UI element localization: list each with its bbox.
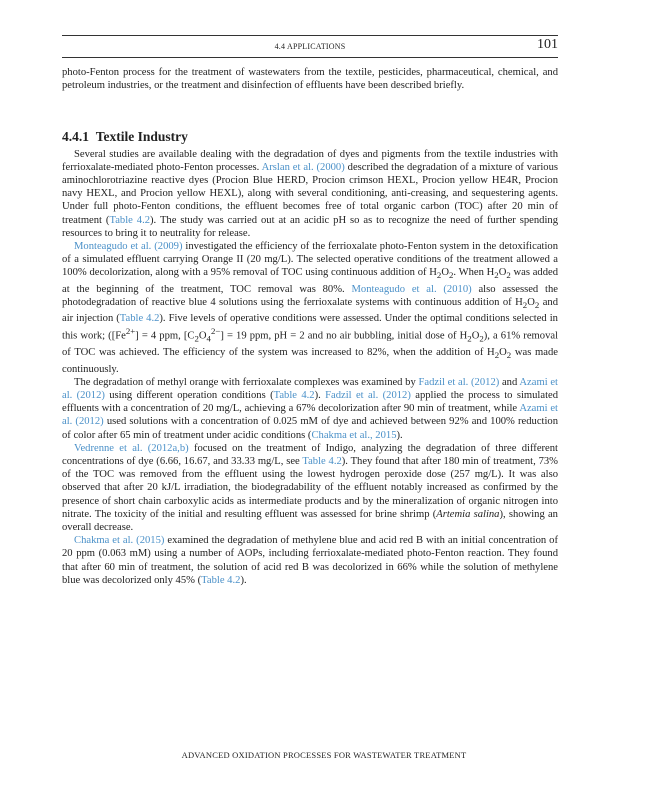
paragraph-2: Monteagudo et al. (2009) investigated the efficiency of the ferrioxalate photo-Fenton system in the detoxification of a simulated effluent carrying Orange II (20 mg/L). The selected operative conditions of the treatment allowed a 100% decolorization, along with a 95% removal of TOC using continuous addition of $H_2O_2$. When $H_2O_2$ was added at the beginning of the treatment, TOC removal was 80%. Monteagudo et al. (2010) also assessed the photodegradation of reactive blue 4 solutions using the ferrioxalate systems with continuous addition of $H_2O_2$ and air injection (Table 4.2). Five levels of operative conditions were assessed. Under the optimal conditions selected in this work; ($[Fe^{2+}] = 4$ ppm, $[C_2O_4^{2-}] = 19$ ppm, pH = 2 and no air bubbling, initial dose of $H_2O_2$), a 61% removal of TOC was achieved. The efficiency of the system was increased to 82%, when the addition of $H_2O_2$ was made continuously. bbox=[62, 241, 559, 375]
citation-link[interactable]: Azami et al. (2012) bbox=[62, 403, 558, 428]
paragraph-3: The degradation of methyl orange with ferrioxalate complexes was examined by Fadzil et al. (2012) and Azami et al. (2012) using different operation conditions (Table 4.2). Fadzil et al. (2012) applied the process to simulated effluents with a concentration of 20 mg/L, achieving a 67% decolorization after 90 min of treatment, while Azami et al. (2012) used solutions with a concentration of 0.025 mM of dye and achieved between 92% and 100% reduction of color after 65 min of treatment under acidic conditions (Chakma et al., 2015). bbox=[62, 376, 559, 441]
table-link[interactable]: Table 4.2 bbox=[273, 390, 315, 402]
section-title: Textile Industry bbox=[95, 129, 188, 145]
paragraph-5: Chakma et al. (2015) examined the degradation of methylene blue and acid red B with an initial concentration of 20 ppm (0.063 mM) using a number of AOPs, including ferrioxalate-mediated photo-Fenton reaction. They found that after 60 min of treatment, the solution of acid red B was decolorized in 66% while the solution of methylene blue was decolorized only 45% (Table 4.2). bbox=[62, 535, 558, 586]
header-rule bbox=[62, 57, 558, 58]
page-number: 101 bbox=[537, 37, 558, 52]
citation-link[interactable]: Chakma et al., 2015 bbox=[311, 429, 397, 441]
citation-link[interactable]: Fadzil et al. (2012) bbox=[325, 390, 411, 402]
citation-link[interactable]: Monteagudo et al. (2010) bbox=[351, 283, 472, 295]
citation-link[interactable]: Chakma et al. (2015) bbox=[74, 535, 165, 547]
page-header bbox=[62, 36, 558, 56]
intro-paragraph: photo-Fenton process for the treatment of wastewaters from the textile, pesticides, pharmaceutical, chemical, and petroleum industries, or the treatment and disinfection of effluents have been described briefly. bbox=[62, 67, 558, 92]
paragraph-4: Vedrenne et al. (2012a,b) focused on the treatment of Indigo, analyzing the degradation of three different concentrations of dye (6.66, 16.67, and 33.33 mg/L, see Table 4.2). They found that after 180 min of treatment, 73% of the TOC was removed from the effluent using the lowest hydrogen peroxide dose (257 mg/L). It was also observed that after 20 kJ/L irradiation, the biodegradability of the effluent notably increased as confirmed by the presence of short chain carboxylic acids as intermediate products and by the mineralization of organic nitrogen into nitrate. The toxicity of the initial and resulting effluent was assessed for brine shrimp (Artemia salina), showing an overall decrease. bbox=[62, 442, 559, 534]
section-heading bbox=[62, 130, 558, 143]
table-link[interactable]: Table 4.2 bbox=[109, 214, 151, 226]
citation-link[interactable]: Monteagudo et al. (2009) bbox=[74, 241, 183, 253]
page-body bbox=[62, 66, 558, 587]
running-head: 4.4 APPLICATIONS bbox=[274, 42, 346, 51]
table-link[interactable]: Table 4.2 bbox=[302, 456, 342, 468]
citation-link[interactable]: Vedrenne et al. (2012a,b) bbox=[74, 442, 189, 454]
citation-link[interactable]: Azami et al. (2012) bbox=[62, 376, 558, 402]
table-link[interactable]: Table 4.2 bbox=[201, 574, 241, 586]
paragraph-1: Several studies are available dealing with the degradation of dyes and pigments from the textile industries with ferrioxalate-mediated photo-Fenton processes. Arslan et al. (2000) described the degradation of a mixture of various aminochlorotriazine reactive dyes (Procion Blue HERD, Procion crimson HEXL, Procion yellow HE4R, Procion navy HEXL, and Procion yellow HEXL), along with several conditioning, anti-creasing, and sequestering agents. Under full photo-Fenton conditions, the effluent becomes free of total organic carbon (TOC) after 20 min of treatment (Table 4.2). The study was carried out at an acidic pH so as to recognize the need of further spending resources to bring it to neutrality for release. bbox=[62, 148, 558, 239]
page-footer: ADVANCED OXIDATION PROCESSES FOR WASTEWATER TREATMENT bbox=[181, 750, 467, 760]
section-number: 4.4.1 bbox=[62, 129, 89, 145]
table-link[interactable]: Table 4.2 bbox=[119, 313, 160, 325]
citation-link[interactable]: Arslan et al. (2000) bbox=[261, 161, 345, 173]
citation-link[interactable]: Fadzil et al. (2012) bbox=[418, 376, 500, 388]
